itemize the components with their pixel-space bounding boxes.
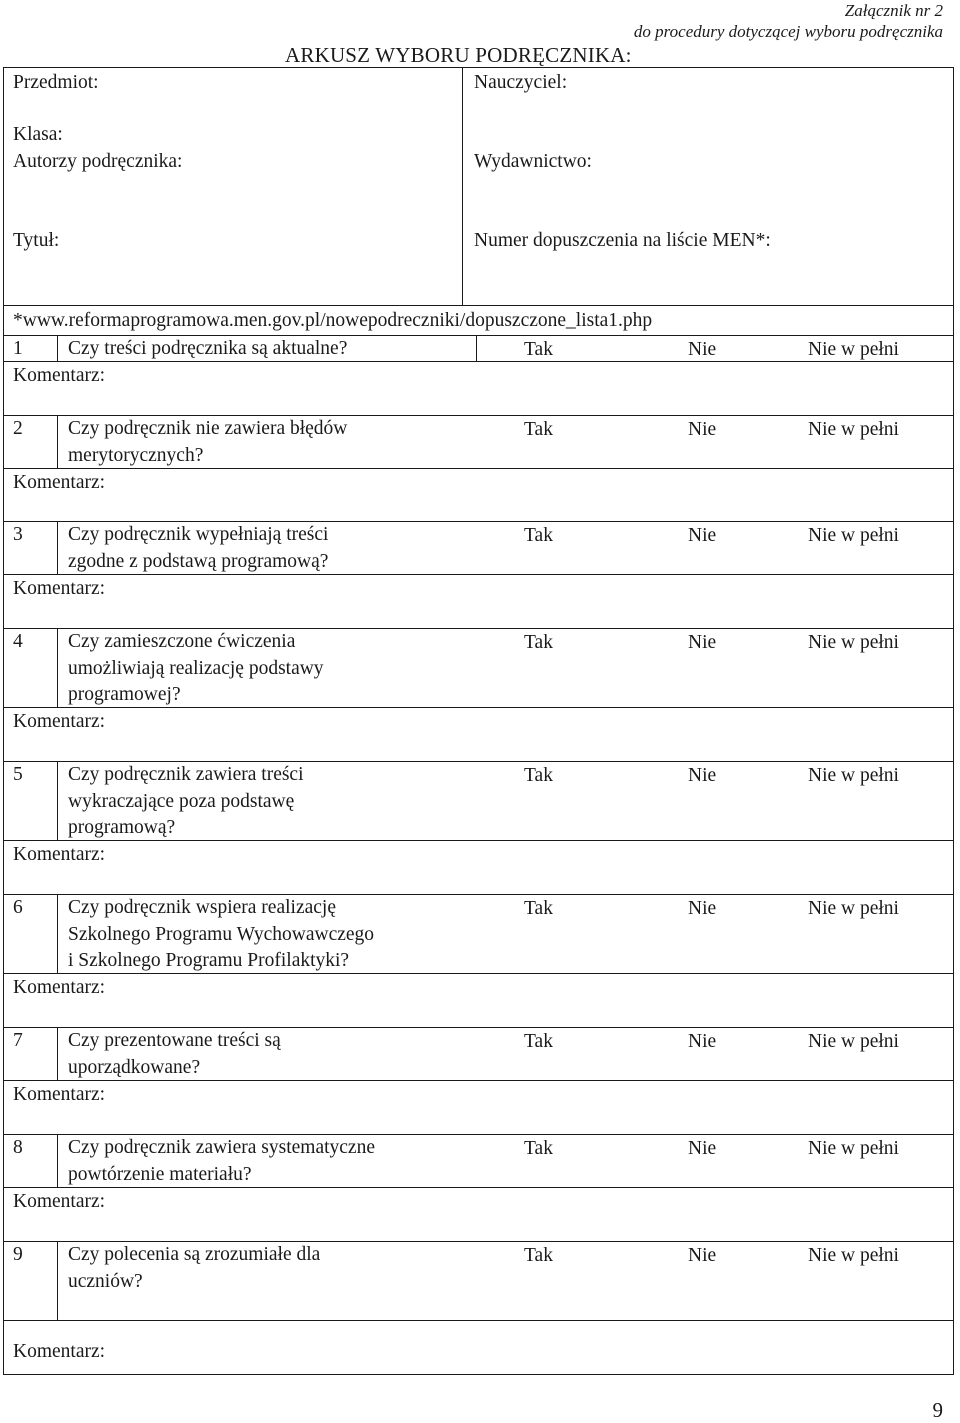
option-yes: Tak	[524, 419, 553, 440]
question-number: 3	[13, 524, 23, 545]
question-text: uporządkowane?	[68, 1056, 201, 1078]
option-yes: Tak	[524, 765, 553, 786]
table-border	[57, 415, 58, 468]
option-yes: Tak	[524, 632, 553, 653]
page-title: ARKUSZ WYBORU PODRĘCZNIKA:	[285, 43, 632, 67]
option-partially: Nie w pełni	[808, 898, 899, 919]
subject-label: Przedmiot:	[13, 72, 99, 93]
comment-label: Komentarz:	[13, 977, 106, 998]
question-number: 7	[13, 1030, 23, 1051]
question-text: Czy zamieszczone ćwiczenia	[68, 631, 296, 652]
question-text: wykraczające poza podstawę	[68, 790, 295, 812]
authors-label: Autorzy podręcznika:	[13, 151, 183, 172]
comment-label: Komentarz:	[13, 844, 106, 865]
option-no: Nie	[688, 1245, 717, 1266]
option-partially: Nie w pełni	[808, 419, 899, 440]
question-text: uczniów?	[68, 1270, 143, 1292]
option-partially: Nie w pełni	[808, 1138, 899, 1159]
option-no: Nie	[688, 1031, 717, 1052]
option-partially: Nie w pełni	[808, 525, 899, 546]
table-border	[476, 335, 477, 361]
class-label: Klasa:	[13, 124, 63, 145]
question-text: i Szkolnego Programu Profilaktyki?	[68, 950, 350, 971]
procedure-label: do procedury dotyczącej wyboru podręcznika	[633, 22, 943, 41]
table-border	[57, 628, 58, 707]
table-border	[57, 761, 58, 840]
question-text: Czy podręcznik wypełniają treści	[68, 524, 329, 545]
option-no: Nie	[688, 898, 717, 919]
question-text: Czy podręcznik wspiera realizację	[68, 897, 336, 918]
question-text: Czy podręcznik zawiera treści	[68, 764, 304, 785]
option-yes: Tak	[524, 1031, 553, 1052]
option-yes: Tak	[524, 898, 553, 919]
table-border	[57, 1027, 58, 1080]
question-text: Szkolnego Programu Wychowawczego	[68, 923, 375, 945]
option-yes: Tak	[524, 525, 553, 546]
annex-label: Załącznik nr 2	[844, 1, 943, 20]
option-no: Nie	[688, 419, 717, 440]
question-text: Czy polecenia są zrozumiałe dla	[68, 1244, 321, 1265]
question-text: Czy treści podręcznika są aktualne?	[68, 338, 348, 359]
table-border	[57, 1134, 58, 1187]
option-no: Nie	[688, 525, 717, 546]
question-text: Czy podręcznik zawiera systematyczne	[68, 1137, 375, 1158]
question-number: 1	[13, 338, 23, 359]
option-partially: Nie w pełni	[808, 1245, 899, 1266]
table-border	[3, 335, 4, 1375]
option-partially: Nie w pełni	[808, 632, 899, 653]
option-partially: Nie w pełni	[808, 1031, 899, 1052]
table-border	[3, 1320, 954, 1321]
question-number: 6	[13, 897, 23, 918]
question-text: programową?	[68, 817, 176, 838]
table-border	[3, 1374, 954, 1375]
question-text: Czy podręcznik nie zawiera błędów	[68, 418, 348, 439]
comment-label: Komentarz:	[13, 1191, 106, 1212]
question-number: 5	[13, 764, 23, 785]
page-number: 9	[932, 1398, 943, 1422]
option-no: Nie	[688, 339, 717, 360]
title-label: Tytuł:	[13, 230, 60, 251]
table-border	[57, 1241, 58, 1320]
question-text: Czy prezentowane treści są	[68, 1030, 281, 1051]
footnote-url: *www.reformaprogramowa.men.gov.pl/nowepodreczniki/dopuszczone_lista1.php	[13, 310, 653, 331]
option-no: Nie	[688, 1138, 717, 1159]
question-number: 2	[13, 418, 23, 439]
question-text: umożliwiają realizację podstawy	[68, 657, 324, 679]
table-border	[57, 894, 58, 973]
question-number: 4	[13, 631, 23, 652]
option-no: Nie	[688, 632, 717, 653]
option-partially: Nie w pełni	[808, 339, 899, 360]
table-border	[57, 335, 58, 361]
table-border	[57, 521, 58, 574]
table-border	[953, 335, 954, 1375]
question-text: powtórzenie materiału?	[68, 1163, 252, 1185]
comment-label: Komentarz:	[13, 1084, 106, 1105]
question-number: 8	[13, 1137, 23, 1158]
teacher-label: Nauczyciel:	[474, 72, 568, 93]
comment-label: Komentarz:	[13, 711, 106, 732]
option-yes: Tak	[524, 1138, 553, 1159]
approval-number-label: Numer dopuszczenia na liście MEN*:	[474, 230, 771, 251]
comment-label: Komentarz:	[13, 578, 106, 599]
option-partially: Nie w pełni	[808, 765, 899, 786]
option-yes: Tak	[524, 1245, 553, 1266]
question-text: programowej?	[68, 684, 181, 705]
question-number: 9	[13, 1244, 23, 1265]
comment-label: Komentarz:	[13, 472, 106, 493]
question-text: merytorycznych?	[68, 444, 204, 466]
question-text: zgodne z podstawą programową?	[68, 550, 329, 572]
comment-label: Komentarz:	[13, 1341, 106, 1362]
publisher-label: Wydawnictwo:	[474, 151, 592, 172]
option-yes: Tak	[524, 339, 553, 360]
comment-label: Komentarz:	[13, 365, 106, 386]
option-no: Nie	[688, 765, 717, 786]
